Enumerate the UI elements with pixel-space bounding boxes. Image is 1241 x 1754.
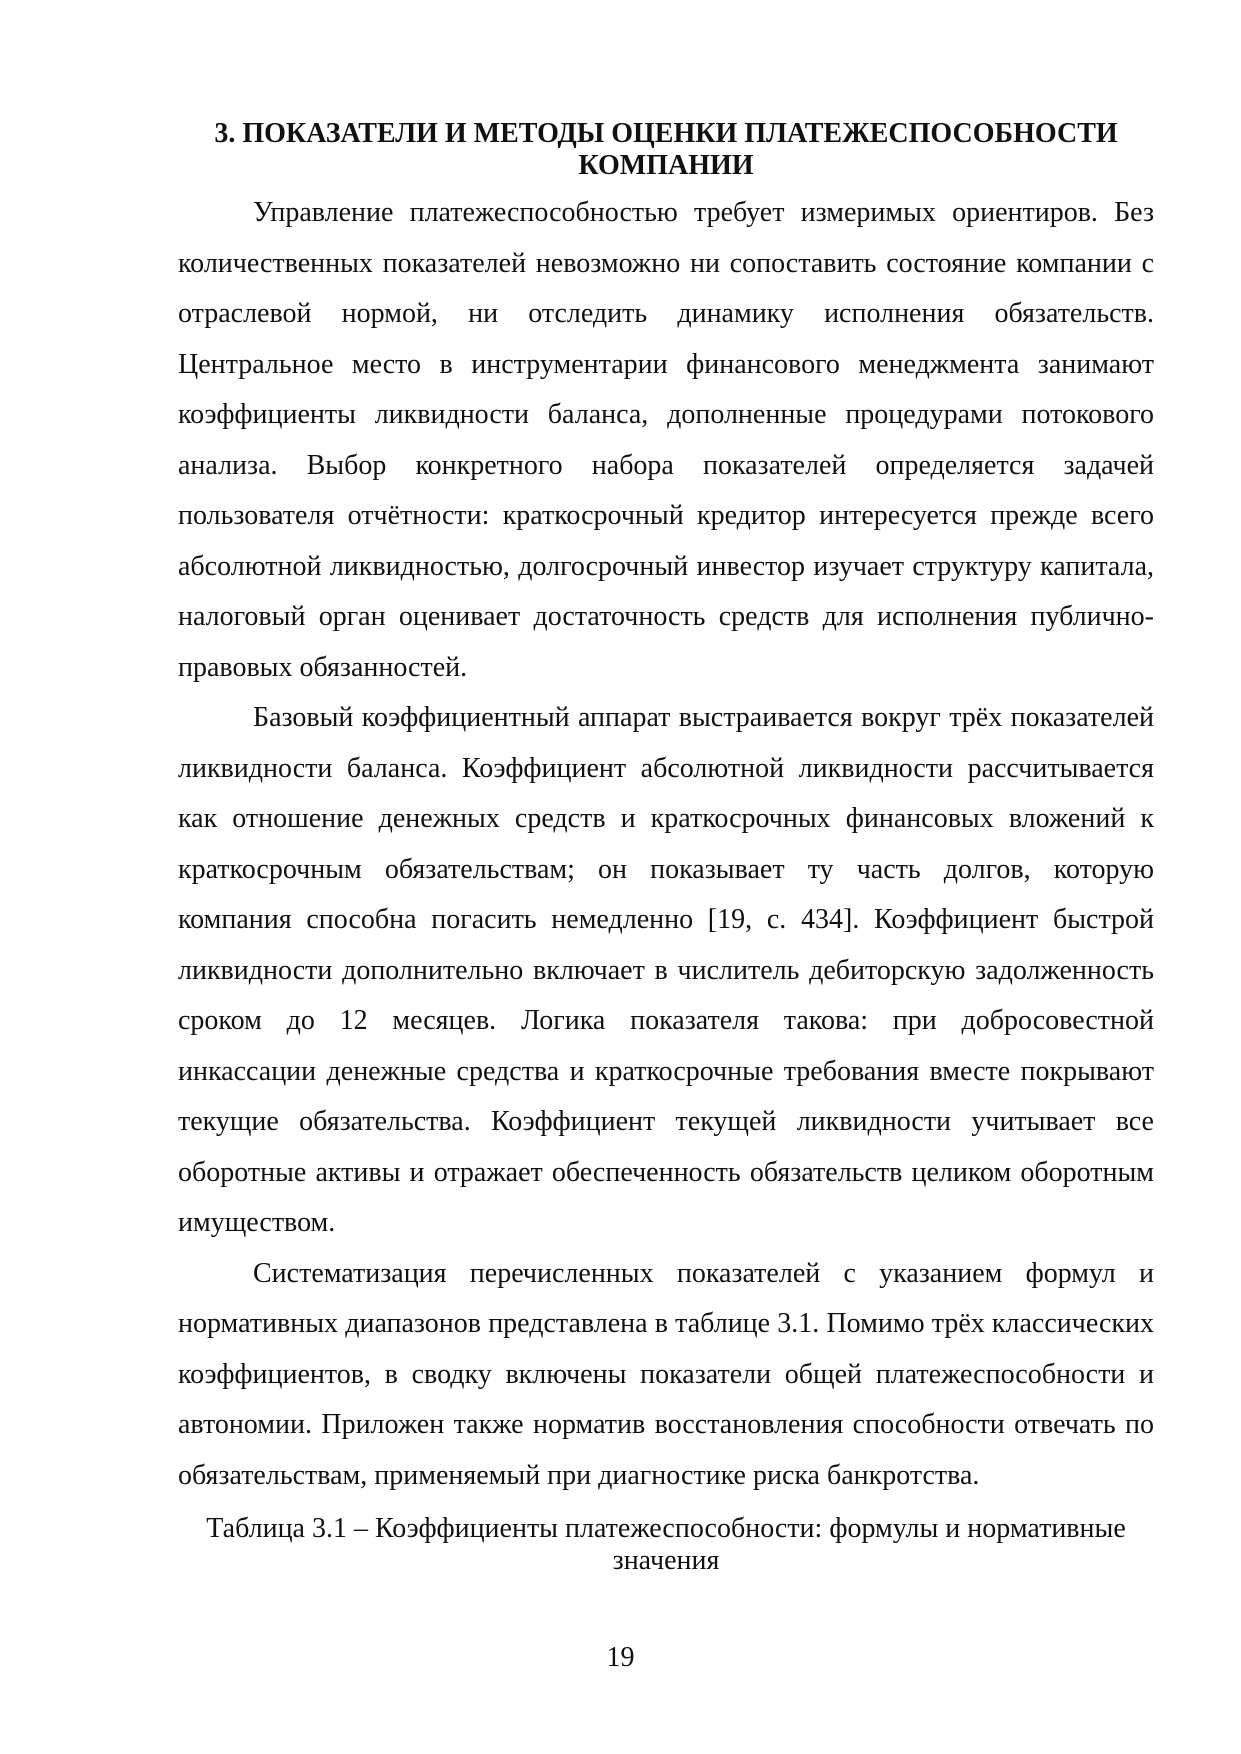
table-caption: Таблица 3.1 – Коэффициенты платежеспособности: формулы и нормативные значения [206,1513,1126,1576]
paragraph-2: Базовый коэффициентный аппарат выстраивается вокруг трёх показателей ликвидности баланса. Коэффициент абсолютной ликвидности рассчитывается как отношение денежных средств и краткосрочных финансовых вложений к краткосрочным обязательствам; он показывает ту часть долгов, которую компания способна погасить немедленно [19, с. 434]. Коэффициент быстрой ликвидности дополнительно включает в числитель дебиторскую задолженность сроком до 12 месяцев. Логика показателя такова: при добросовестной инкассации денежные средства и краткосрочные требования вместе покрывают текущие обязательства. Коэффициент текущей ликвидности учитывает все оборотные активы и отражает обеспеченность обязательств целиком оборотным имуществом. [178,702,1154,1238]
page-number: 19 [606,1642,635,1673]
page-content [178,118,1154,1577]
section-heading: 3. ПОКАЗАТЕЛИ И МЕТОДЫ ОЦЕНКИ ПЛАТЕЖЕСПОСОБНОСТИ КОМПАНИИ [214,118,1118,181]
paragraph-3: Систематизация перечисленных показателей с указанием формул и нормативных диапазонов представлена в таблице 3.1. Помимо трёх классических коэффициентов, в сводку включены показатели общей платежеспособности и автономии. Приложен также норматив восстановления способности отвечать по обязательствам, применяемый при диагностике риска банкротства. [178,1257,1154,1491]
paragraph-1: Управление платежеспособностью требует измеримых ориентиров. Без количественных показателей невозможно ни сопоставить состояние компании с отраслевой нормой, ни отследить динамику исполнения обязательств. Центральное место в инструментарии финансового менеджмента занимают коэффициенты ликвидности баланса, дополненные процедурами потокового анализа. Выбор конкретного набора показателей определяется задачей пользователя отчётности: краткосрочный кредитор интересуется прежде всего абсолютной ликвидностью, долгосрочный инвестор изучает структуру капитала, налоговый орган оценивает достаточность средств для исполнения публично-правовых обязанностей. [178,197,1154,683]
